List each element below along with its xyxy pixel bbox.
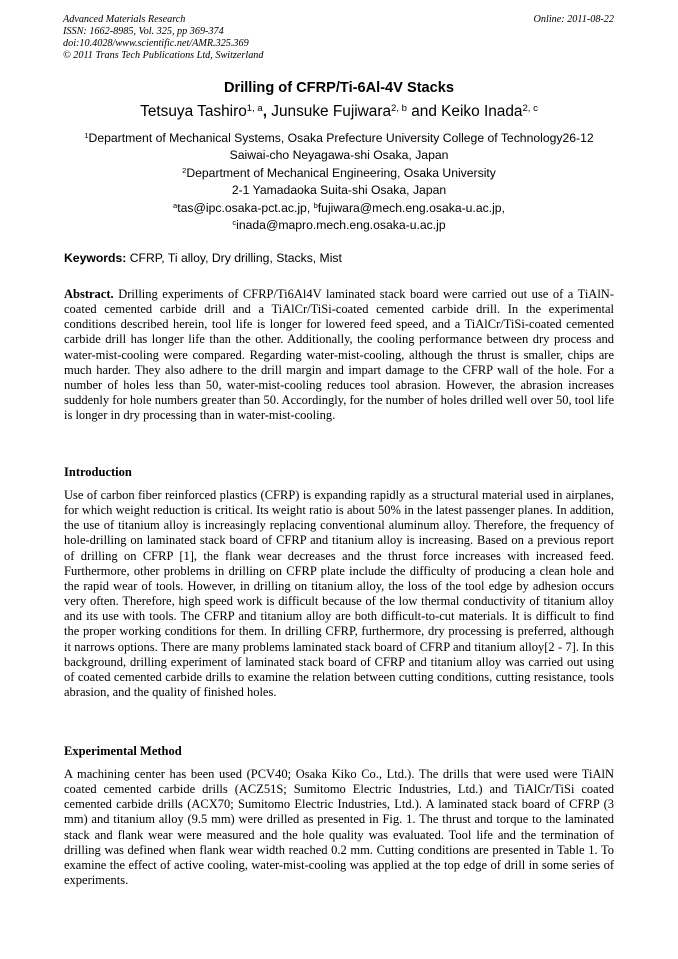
- author-name: Keiko Inada: [441, 103, 523, 120]
- affiliation-line: Department of Mechanical Systems, Osaka Prefecture University College of Technology26-12: [88, 131, 594, 145]
- affiliation-sup: 2: [182, 165, 187, 175]
- affiliation-sup: 1: [84, 130, 89, 140]
- copyright-line: © 2011 Trans Tech Publications Ltd, Switzerland: [63, 50, 264, 61]
- author-sup: 2, c: [522, 102, 538, 114]
- keywords: [64, 251, 342, 265]
- section-heading-introduction: Introduction: [64, 465, 132, 479]
- section-heading-experimental-method: Experimental Method: [64, 744, 182, 758]
- email-sup: c: [232, 217, 237, 227]
- abstract-label: Abstract.: [64, 287, 114, 301]
- author-sup: 1, a: [246, 102, 263, 114]
- paper-title: Drilling of CFRP/Ti-6Al-4V Stacks: [223, 80, 455, 96]
- abstract-text: Drilling experiments of CFRP/Ti6Al4V laminated stack board were carried out use of a TiAlN-coated cemented carbide drill and a TiAlCr/TiSi-coated cemented carbide drill. In the experimental conditions described herein, tool life is longer for lowered feed speed, and a TiAlCr/TiSi-coated cemented carbide drill has longer life than the other. Additionally, the cooling performance between dry process and water-mist-cooling were compared. Regarding water-mist-cooling, although the thrust is smaller, chips are much harder. They also adhere to the drill margin and impart damage to the CFRP wall of the hole. For a number of holes less than 50, water-mist-cooling reduces tool abrasion. However, the abrasion increases suddenly for hole numbers greater than 50. Accordingly, for the number of holes drilled well over 50, tool life is longer in dry processing than in water-mist-cooling.: [64, 287, 614, 423]
- affiliation-line: Saiwai-cho Neyagawa-shi Osaka, Japan: [229, 148, 449, 162]
- affiliation-2: [0, 165, 678, 199]
- email-sup: a: [173, 200, 178, 210]
- abstract: [64, 287, 614, 423]
- online-date: Online: 2011-08-22: [533, 14, 614, 25]
- affiliation-1: [0, 130, 678, 164]
- email-link[interactable]: inada@mapro.mech.eng.osaka-u.ac.jp: [236, 218, 446, 232]
- journal-header: [63, 14, 263, 62]
- affiliation-line: 2-1 Yamadaoka Suita-shi Osaka, Japan: [231, 183, 447, 197]
- author-list: [0, 103, 678, 121]
- author-sup: 2, b: [391, 102, 407, 114]
- doi-line: doi:10.4028/www.scientific.net/AMR.325.369: [63, 38, 249, 49]
- author-name: Tetsuya Tashiro: [140, 103, 247, 120]
- email-block: [0, 200, 678, 234]
- introduction-text: Use of carbon fiber reinforced plastics (CFRP) is expanding rapidly as a structural material used in airplanes, for which weight reduction is critical. Its weight ratio is about 50% in the latest passenger planes. In addition, the use of titanium alloy is increasingly replacing conventional aluminum alloy. Therefore, the frequency of hole-drilling on laminated stack board of CFRP and titanium alloy is increasing. Based on a previous report of drilling on CFRP [1], the flank wear decreases and the thrust force increases with increased feed. Furthermore, other problems in drilling on CFRP plate include the difficulty of producing a clean hole and the rapid wear of tools. However, in drilling on titanium alloy, the loss of the tool edge by adhesion occurs very often. Therefore, high speed work is difficult because of the low thermal conductivity of titanium alloy and its use with tools. The CFRP and titanium alloy are both difficult-to-cut materials. It is difficult to find the proper working conditions for them. In drilling CFRP, furthermore, dry processing is preferred, although it narrows options. There are many problems laminated stack board of CFRP and titanium alloy[2 - 7]. In this background, drilling experiment of laminated stack board of CFRP and titanium alloy was carried out using of coated cemented carbide drills to examine the relation between cutting conditions, cutting resistance, tools abrasion, and the quality of finished holes.: [64, 488, 614, 700]
- email-link[interactable]: tas@ipc.osaka-pct.ac.jp,: [177, 201, 314, 215]
- affiliation-line: Department of Mechanical Engineering, Osaka University: [186, 166, 496, 180]
- journal-name: Advanced Materials Research: [63, 14, 186, 25]
- issn-line: ISSN: 1662-8985, Vol. 325, pp 369-374: [63, 26, 224, 37]
- author-separator: and: [406, 103, 442, 120]
- email-link[interactable]: fujiwara@mech.eng.osaka-u.ac.jp,: [317, 201, 505, 215]
- experimental-text: A machining center has been used (PCV40; Osaka Kiko Co., Ltd.). The drills that were used were TiAlN coated cemented carbide drills (ACZ51S; Sumitomo Electric Industries, Ltd.) and TiAlCr/TiSi coated cemented carbide drills (ACX70; Sumitomo Electric Industries, Ltd.). A laminated stack board of CFRP (3 mm) and titanium alloy (9.5 mm) were drilled as presented in Fig. 1. The thrust and torque to the laminated stack and flank wear were measured and the hole quality was evaluated. Tool life and the termination of drilling was defined when flank wear width reached 0.2 mm. Cutting conditions are presented in Table 1. To examine the effect of active cooling, water-mist-cooling was applied at the top edge of drill in some series of experiments.: [64, 767, 614, 888]
- keywords-text: CFRP, Ti alloy, Dry drilling, Stacks, Mist: [129, 251, 342, 265]
- author-separator: ,: [262, 103, 272, 120]
- email-sup: b: [313, 200, 318, 210]
- author-name: Junsuke Fujiwara: [271, 103, 392, 120]
- keywords-label: Keywords:: [64, 251, 127, 265]
